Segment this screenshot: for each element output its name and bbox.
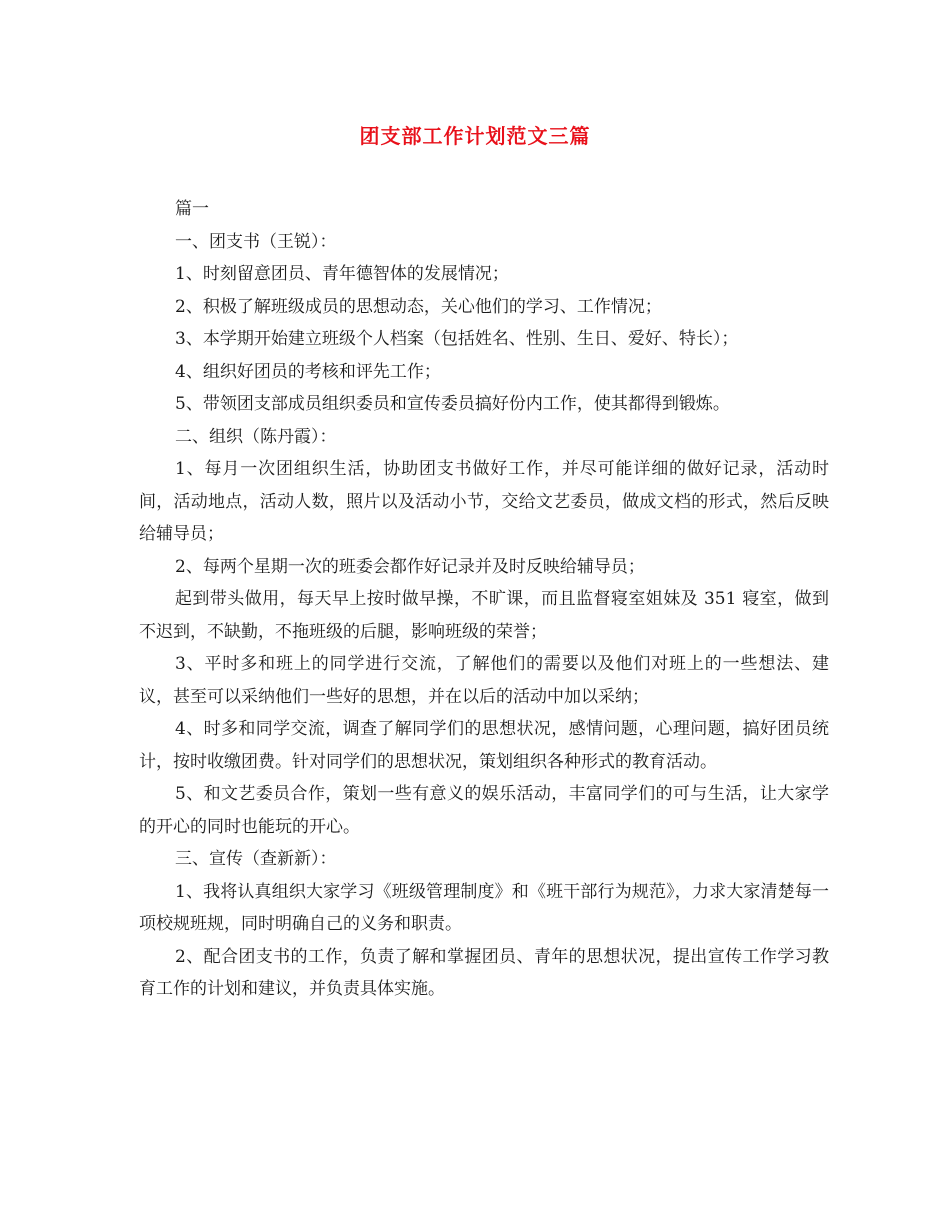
paragraph: 1、我将认真组织大家学习《班级管理制度》和《班干部行为规范》，力求大家清楚每一项校规班规，同时明确自己的义务和职责。 — [139, 881, 829, 934]
paragraph: 2、配合团支书的工作，负责了解和掌握团员、青年的思想状况，提出宣传工作学习教育工作的计划和建议，并负责具体实施。 — [139, 946, 829, 999]
heading-organization: 二、组织（陈丹霞）： — [175, 426, 337, 447]
list-item: 4、组织好团员的考核和评先工作； — [175, 361, 441, 382]
list-item: 5、带领团支部成员组织委员和宣传委员搞好份内工作，使其都得到锻炼。 — [175, 394, 730, 414]
section-label: 篇一 — [175, 199, 209, 219]
document-body — [139, 193, 829, 1006]
list-item: 2、积极了解班级成员的思想动态，关心他们的学习、工作情况； — [175, 296, 662, 317]
paragraph: 3、平时多和班上的同学进行交流，了解他们的需要以及他们对班上的一些想法、建议，甚至可以采纳他们一些好的思想，并在以后的活动中加以采纳； — [139, 654, 829, 707]
list-item: 3、本学期开始建立班级个人档案（包括姓名、性别、生日、爱好、特长）； — [175, 329, 739, 349]
paragraph: 起到带头做用，每天早上按时做早操，不旷课，而且监督寝室姐妹及 351 寝室，做到不迟到，不缺勤，不拖班级的后腿，影响班级的荣誉； — [139, 589, 829, 642]
paragraph: 2、每两个星期一次的班委会都作好记录并及时反映给辅导员； — [175, 556, 645, 577]
paragraph: 4、时多和同学交流，调查了解同学们的思想状况，感情问题，心理问题，搞好团员统计，按时收缴团费。针对同学们的思想状况，策划组织各种形式的教育活动。 — [139, 719, 829, 772]
heading-secretary: 一、团支书（王锐）： — [175, 231, 337, 252]
document-title: 团支部工作计划范文三篇 — [359, 124, 591, 148]
paragraph: 1、每月一次团组织生活，协助团支书做好工作，并尽可能详细的做好记录，活动时间，活动地点，活动人数，照片以及活动小节，交给文艺委员，做成文档的形式，然后反映给辅导员； — [139, 459, 829, 544]
heading-publicity: 三、宣传（查新新）： — [175, 849, 337, 869]
paragraph: 5、和文艺委员合作，策划一些有意义的娱乐活动，丰富同学们的可与生活，让大家学的开心的同时也能玩的开心。 — [139, 784, 829, 837]
list-item: 1、时刻留意团员、青年德智体的发展情况； — [175, 264, 509, 284]
